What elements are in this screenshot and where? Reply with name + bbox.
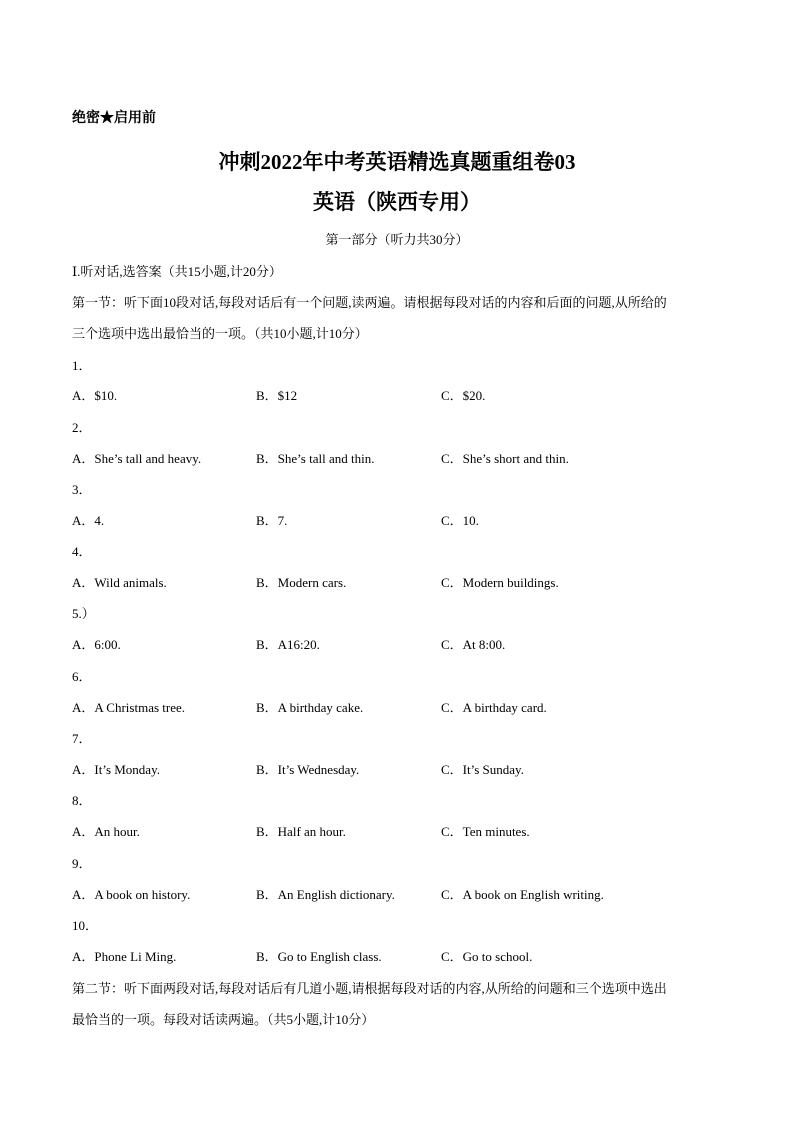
option-b: B．7.: [256, 513, 288, 528]
section1-intro-line2: 三个选项中选出最恰当的一项。（共10小题,计10分）: [72, 326, 368, 341]
option-b: B．She’s tall and thin.: [256, 451, 375, 466]
question-number: 3．: [72, 482, 92, 497]
question-number: 5.）: [72, 606, 95, 621]
option-c: C．Modern buildings.: [441, 575, 559, 590]
option-b: B．It’s Wednesday.: [256, 762, 360, 777]
option-b: B．Half an hour.: [256, 824, 346, 839]
question-number: 7．: [72, 731, 92, 746]
section1-heading: Ⅰ.听对话,选答案（共15小题,计20分）: [72, 264, 282, 279]
option-a: A．6:00.: [72, 637, 121, 652]
section1-intro-line1: 第一节：听下面10段对话,每段对话后有一个问题,读两遍。请根据每段对话的内容和后面的问题,从所给的: [72, 295, 667, 310]
option-a: A．4.: [72, 513, 105, 528]
option-a: A．It’s Monday.: [72, 762, 160, 777]
option-c: C．$20.: [441, 388, 486, 403]
option-b: B．Modern cars.: [256, 575, 347, 590]
option-c: C．Go to school.: [441, 949, 533, 964]
question-number: 1．: [72, 358, 92, 373]
question-number: 8．: [72, 793, 92, 808]
option-a: A．A book on history.: [72, 887, 191, 902]
section2-intro-line1: 第二节：听下面两段对话,每段对话后有几道小题,请根据每段对话的内容,从所给的问题和三个选项中选出: [72, 981, 667, 996]
option-c: C．A birthday card.: [441, 700, 547, 715]
option-c: C．Ten minutes.: [441, 824, 530, 839]
part-heading: 第一部分（听力共30分）: [325, 232, 469, 247]
question-number: 10．: [72, 918, 99, 933]
option-c: C．She’s short and thin.: [441, 451, 569, 466]
question-number: 6．: [72, 669, 92, 684]
question-number: 2．: [72, 420, 92, 435]
option-a: A．An hour.: [72, 824, 140, 839]
option-a: A．$10.: [72, 388, 118, 403]
question-number: 9．: [72, 856, 92, 871]
option-a: A．Phone Li Ming.: [72, 949, 177, 964]
exam-title: 冲刺2022年中考英语精选真题重组卷03: [218, 150, 576, 174]
option-a: A．Wild animals.: [72, 575, 167, 590]
section2-intro-line2: 最恰当的一项。每段对话读两遍。（共5小题,计10分）: [72, 1012, 375, 1027]
exam-subtitle: 英语（陕西专用）: [313, 190, 481, 214]
option-c: C．At 8:00.: [441, 637, 506, 652]
option-a: A．A Christmas tree.: [72, 700, 186, 715]
confidential-label: 绝密★启用前: [72, 111, 156, 126]
option-c: C．A book on English writing.: [441, 887, 604, 902]
option-b: B．An English dictionary.: [256, 887, 395, 902]
question-number: 4．: [72, 544, 92, 559]
option-b: B．$12: [256, 388, 298, 403]
option-b: B．Go to English class.: [256, 949, 382, 964]
option-c: C．10.: [441, 513, 479, 528]
option-c: C．It’s Sunday.: [441, 762, 524, 777]
option-a: A．She’s tall and heavy.: [72, 451, 202, 466]
option-b: B．A birthday cake.: [256, 700, 364, 715]
option-b: B．A16:20.: [256, 637, 320, 652]
